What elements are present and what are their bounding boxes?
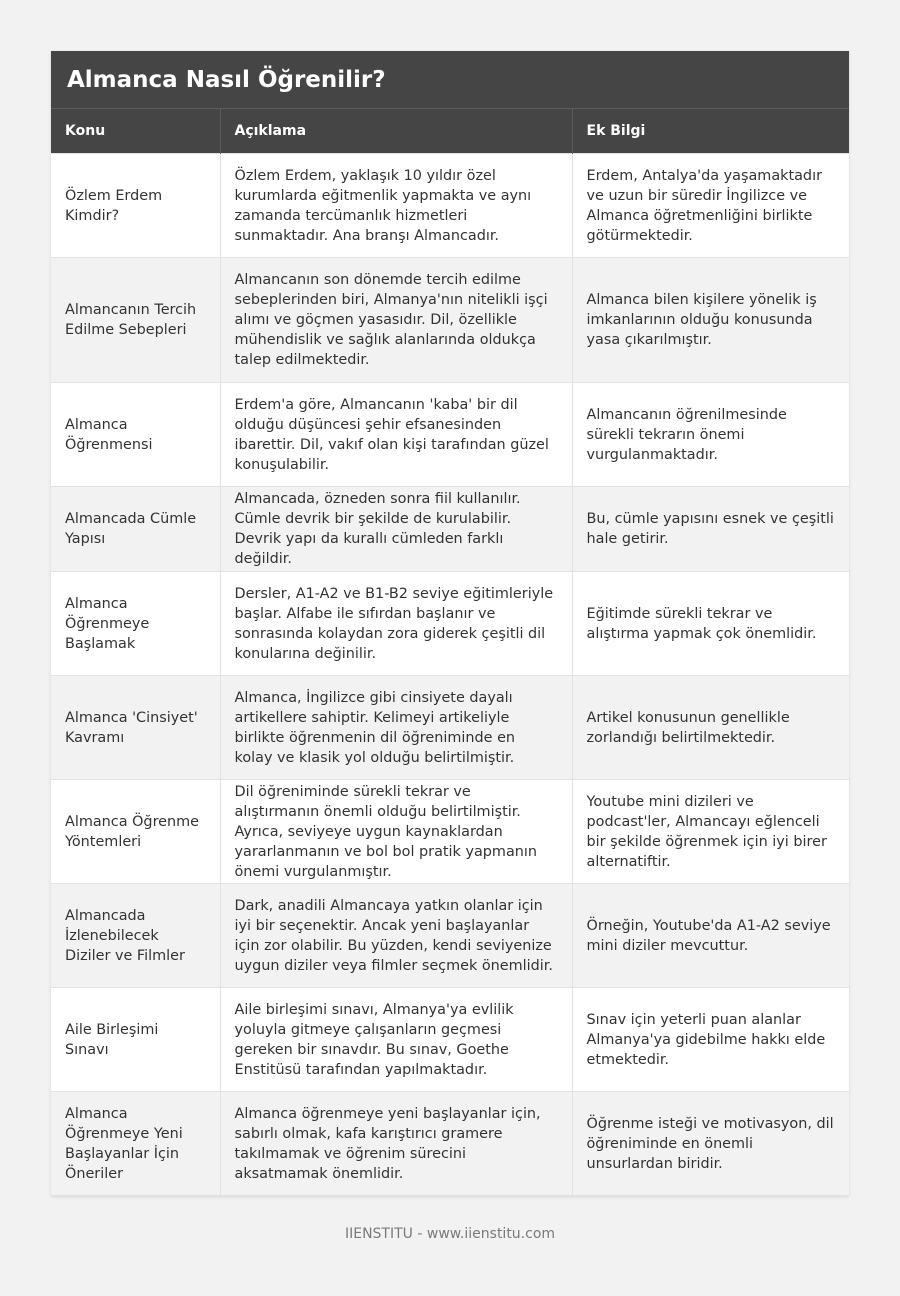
- cell-ek-bilgi: Bu, cümle yapısını esnek ve çeşitli hale getirir.: [572, 487, 849, 572]
- column-header-konu: Konu: [51, 109, 220, 154]
- table-row: [51, 988, 849, 1092]
- cell-ek-bilgi: Sınav için yeterli puan alanlar Almanya'ya gidebilme hakkı elde etmektedir.: [572, 988, 849, 1092]
- cell-konu: Almanca Öğrenme Yöntemleri: [51, 780, 220, 884]
- cell-konu: Almanca 'Cinsiyet' Kavramı: [51, 676, 220, 780]
- cell-aciklama: Almanca öğrenmeye yeni başlayanlar için, sabırlı olmak, kafa karıştırıcı gramere takılmamak ve öğrenim sürecini aksatmamak önemlidir.: [220, 1092, 572, 1196]
- cell-aciklama: Özlem Erdem, yaklaşık 10 yıldır özel kurumlarda eğitmenlik yapmakta ve aynı zamanda tercümanlık hizmetleri sunmaktadır. Ana branşı Almancadır.: [220, 154, 572, 258]
- cell-aciklama: Almancada, özneden sonra fiil kullanılır. Cümle devrik bir şekilde de kurulabilir. Devrik yapı da kurallı cümleden farklı değildir.: [220, 487, 572, 572]
- table-row: [51, 487, 849, 572]
- cell-ek-bilgi: Erdem, Antalya'da yaşamaktadır ve uzun bir süredir İngilizce ve Almanca öğretmenliğini birlikte götürmektedir.: [572, 154, 849, 258]
- cell-ek-bilgi: Artikel konusunun genellikle zorlandığı belirtilmektedir.: [572, 676, 849, 780]
- cell-aciklama: Erdem'a göre, Almancanın 'kaba' bir dil olduğu düşüncesi şehir efsanesinden ibarettir. Dil, vakıf olan kişi tarafından güzel konuşulabilir.: [220, 383, 572, 487]
- table-row: [51, 383, 849, 487]
- cell-konu: Özlem Erdem Kimdir?: [51, 154, 220, 258]
- cell-konu: Almancada İzlenebilecek Diziler ve Filmler: [51, 884, 220, 988]
- table-row: [51, 258, 849, 383]
- table-row: [51, 884, 849, 988]
- table-row: [51, 676, 849, 780]
- column-header-ek-bilgi: Ek Bilgi: [572, 109, 849, 154]
- column-header-aciklama: Açıklama: [220, 109, 572, 154]
- cell-aciklama: Dil öğreniminde sürekli tekrar ve alıştırmanın önemli olduğu belirtilmiştir. Ayrıca, seviyeye uygun kaynaklardan yararlanmanın ve bol bol pratik yapmanın önemi vurgulanmıştır.: [220, 780, 572, 884]
- cell-aciklama: Dersler, A1-A2 ve B1-B2 seviye eğitimleriyle başlar. Alfabe ile sıfırdan başlanır ve sonrasında kolaydan zora giderek çeşitli dil konularına değinilir.: [220, 572, 572, 676]
- page-title: Almanca Nasıl Öğrenilir?: [51, 51, 849, 108]
- cell-aciklama: Almanca, İngilizce gibi cinsiyete dayalı artikellere sahiptir. Kelimeyi artikeliyle birlikte öğrenmenin dil öğreniminde en kolay ve klasik yol olduğu belirtilmiştir.: [220, 676, 572, 780]
- cell-ek-bilgi: Youtube mini dizileri ve podcast'ler, Almancayı eğlenceli bir şekilde öğrenmek için iyi birer alternatiftir.: [572, 780, 849, 884]
- cell-konu: Almancanın Tercih Edilme Sebepleri: [51, 258, 220, 383]
- cell-konu: Almanca Öğrenmeye Başlamak: [51, 572, 220, 676]
- cell-ek-bilgi: Almanca bilen kişilere yönelik iş imkanlarının olduğu konusunda yasa çıkarılmıştır.: [572, 258, 849, 383]
- cell-konu: Almanca Öğrenmensi: [51, 383, 220, 487]
- cell-konu: Almanca Öğrenmeye Yeni Başlayanlar İçin Öneriler: [51, 1092, 220, 1196]
- cell-konu: Almancada Cümle Yapısı: [51, 487, 220, 572]
- footer-credit: IIENSTITU - www.iienstitu.com: [344, 1226, 556, 1242]
- cell-ek-bilgi: Öğrenme isteği ve motivasyon, dil öğreniminde en önemli unsurlardan biridir.: [572, 1092, 849, 1196]
- content-card: [51, 51, 849, 1196]
- cell-ek-bilgi: Örneğin, Youtube'da A1-A2 seviye mini diziler mevcuttur.: [572, 884, 849, 988]
- table-row: [51, 572, 849, 676]
- cell-aciklama: Almancanın son dönemde tercih edilme sebeplerinden biri, Almanya'nın nitelikli işçi alımı ve göçmen yasasıdır. Dil, özellikle mühendislik ve sağlık alanlarında oldukça talep edilmektedir.: [220, 258, 572, 383]
- cell-aciklama: Dark, anadili Almancaya yatkın olanlar için iyi bir seçenektir. Ancak yeni başlayanlar için zor olabilir. Bu yüzden, kendi seviyenize uygun diziler veya filmler seçmek önemlidir.: [220, 884, 572, 988]
- cell-aciklama: Aile birleşimi sınavı, Almanya'ya evlilik yoluyla gitmeye çalışanların geçmesi gereken bir sınavdır. Bu sınav, Goethe Enstitüsü tarafından yapılmaktadır.: [220, 988, 572, 1092]
- cell-ek-bilgi: Almancanın öğrenilmesinde sürekli tekrarın önemi vurgulanmaktadır.: [572, 383, 849, 487]
- cell-konu: Aile Birleşimi Sınavı: [51, 988, 220, 1092]
- table-row: [51, 780, 849, 884]
- table-row: [51, 1092, 849, 1196]
- cell-ek-bilgi: Eğitimde sürekli tekrar ve alıştırma yapmak çok önemlidir.: [572, 572, 849, 676]
- info-table: [51, 108, 849, 1196]
- table-row: [51, 154, 849, 258]
- table-header-row: [51, 109, 849, 154]
